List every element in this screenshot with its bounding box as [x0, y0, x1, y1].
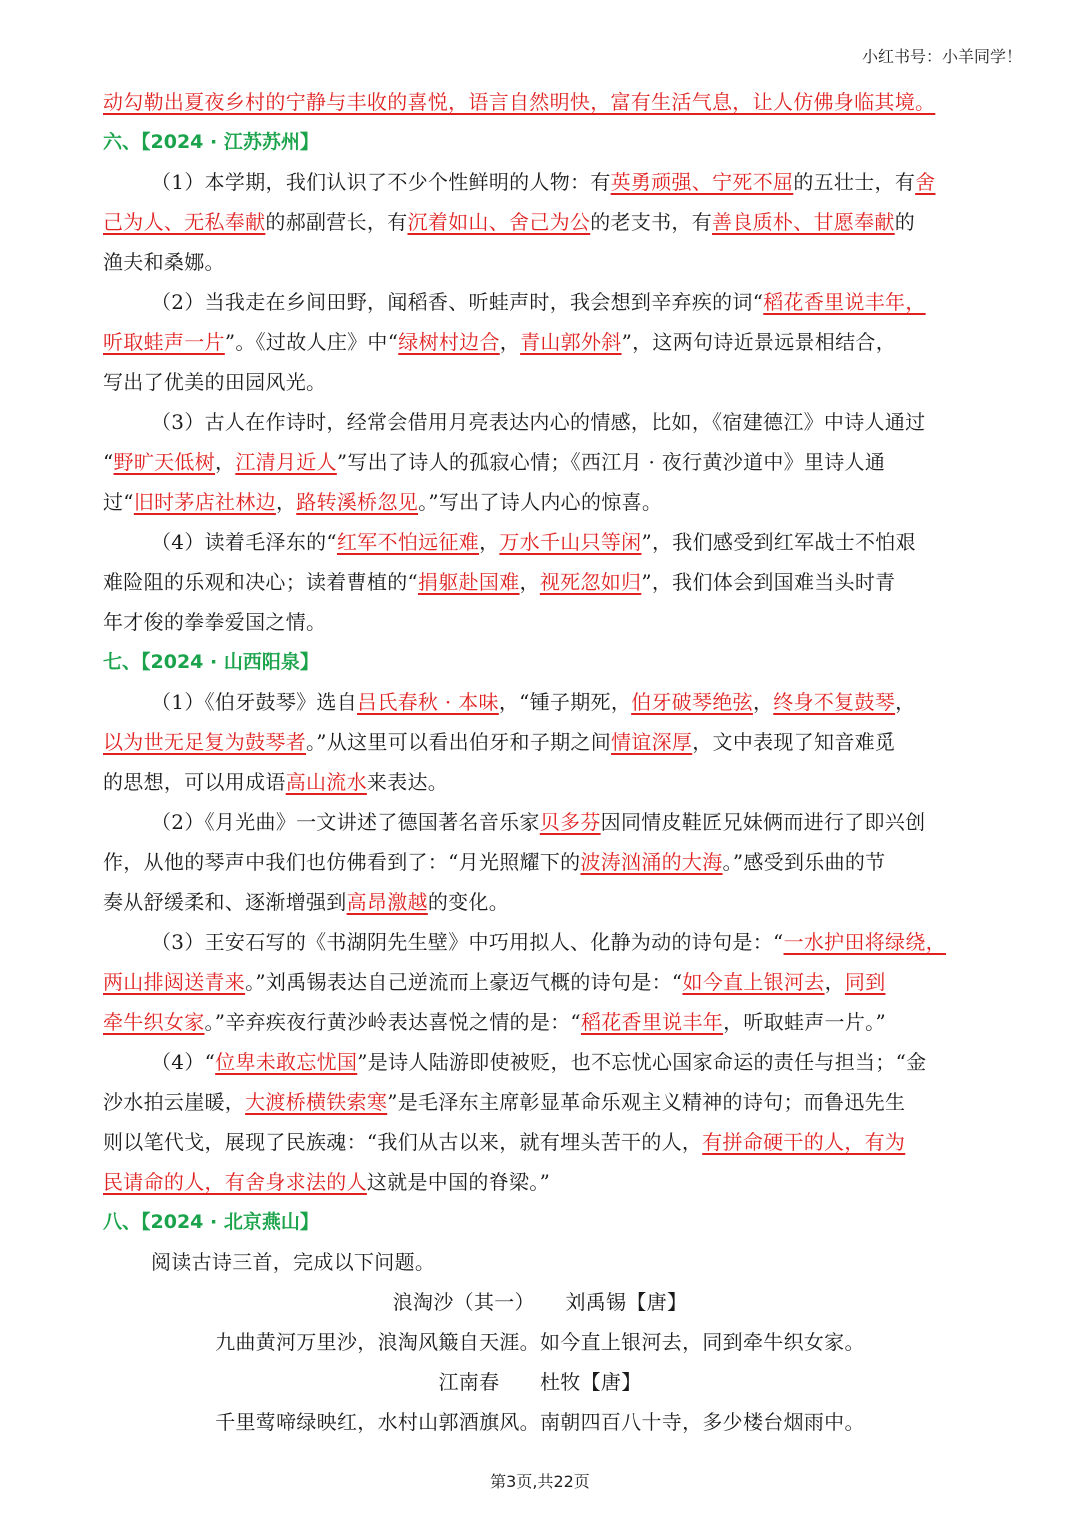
s6-q2-line2: 听取蛙声一片”。《过故人庄》中“绿树村边合，青山郭外斜”，这两句诗近景远景相结合， [103, 330, 897, 354]
answer-text: 稻花香里说丰年， [763, 290, 926, 314]
answer-text: 动勾勒出夏夜乡村的宁静与丰收的喜悦，语言自然明快，富有生活气息，让人仿佛身临其境。 [103, 90, 936, 114]
answer-text: 以为世无足复为鼓琴者 [103, 730, 306, 754]
answer-text: 青山郭外斜 [520, 330, 622, 354]
answer-text: 同到 [844, 970, 886, 994]
answer-text: 波涛汹涌的大海 [580, 850, 723, 874]
s7-q2-line1: （2）《月光曲》一文讲述了德国著名音乐家贝多芬因同情皮鞋匠兄妹俩而进行了即兴创 [151, 810, 926, 834]
answer-text: 高山流水 [285, 770, 367, 794]
s6-q4-line2: 难险阻的乐观和决心；读着曹植的“捐躯赴国难，视死忽如归”，我们体会到国难当头时青 [103, 570, 896, 594]
s7-q4-line2: 沙水拍云崖暖，大渡桥横铁索寒”是毛泽东主席彰显革命乐观主义精神的诗句；而鲁迅先生 [103, 1090, 906, 1114]
intro-line [103, 82, 977, 122]
header-note: 小红书号：小羊同学！ [861, 47, 1022, 66]
s6-q2-line1: （2）当我走在乡间田野，闻稻香、听蛙声时，我会想到辛弃疾的词“稻花香里说丰年， [151, 290, 926, 314]
s7-q3-line1: （3）王安石写的《书湖阴先生壁》中巧用拟人、化静为动的诗句是：“一水护田将绿绕， [151, 930, 946, 954]
answer-text: 位卑未敢忘忧国 [215, 1050, 358, 1074]
s7-q2-line3: 奏从舒缓柔和、逐渐增强到高昂激越的变化。 [103, 890, 510, 914]
answer-text: 稻花香里说丰年 [580, 1010, 724, 1034]
s6-q3-line2: “野旷天低树，江清月近人”写出了诗人的孤寂心情；《西江月 · 夜行黄沙道中》里诗人通 [103, 450, 886, 474]
s6-q1-line1: （1）本学期，我们认识了不少个性鲜明的人物：有英勇顽强、宁死不屈的五壮士，有舍 [151, 170, 936, 194]
section-heading-8: 八、【2024 · 北京燕山】 [103, 1211, 319, 1233]
answer-text: 捐躯赴国难 [418, 570, 520, 594]
answer-text: 牵牛织女家 [103, 1010, 205, 1034]
answer-text: 绿树村边合 [398, 330, 500, 354]
answer-text: 吕氏春秋 · 本味 [357, 690, 499, 714]
answer-text: 沉着如山、舍己为公 [407, 210, 591, 234]
poem1-text: 九曲黄河万里沙，浪淘风簸自天涯。如今直上银河去，同到牵牛织女家。 [215, 1330, 865, 1354]
answer-text: 江清月近人 [235, 450, 337, 474]
s7-q3-line2: 两山排闼送青来。”刘禹锡表达自己逆流而上豪迈气概的诗句是：“如今直上银河去，同到 [103, 970, 886, 994]
answer-text: 路转溪桥忽见 [296, 490, 419, 514]
s7-q1-line3: 的思想，可以用成语高山流水来表达。 [103, 770, 449, 794]
answer-text: 善良质朴、甘愿奉献 [712, 210, 895, 234]
answer-text: 舍 [915, 170, 936, 194]
s7-q1-line2: 以为世无足复为鼓琴者。”从这里可以看出伯牙和子期之间情谊深厚，文中表现了知音难觅 [103, 730, 896, 754]
answer-text: 视死忽如归 [539, 570, 642, 594]
answer-text: 红军不怕远征难 [336, 530, 480, 554]
answer-text: 听取蛙声一片 [103, 330, 225, 354]
answer-text: 高昂激越 [346, 890, 428, 914]
answer-text: 有拼命硬干的人，有为 [702, 1130, 906, 1154]
s6-q4-line3: 年才俊的拳拳爱国之情。 [103, 610, 327, 634]
s7-q2-line2: 作，从他的琴声中我们也仿佛看到了：“月光照耀下的波涛汹涌的大海。”感受到乐曲的节 [103, 850, 886, 874]
answer-text: 野旷天低树 [113, 450, 216, 474]
answer-text: 两山排闼送青来 [103, 970, 246, 994]
s6-q1-line3: 渔夫和桑娜。 [103, 250, 225, 274]
answer-text: 旧时茅店社林边 [133, 490, 276, 514]
s6-q4-line1: （4）读着毛泽东的“红军不怕远征难，万水千山只等闲”，我们感受到红军战士不怕艰 [151, 530, 916, 554]
answer-text: 己为人、无私奉献 [103, 210, 266, 234]
s7-q1-line1: （1）《伯牙鼓琴》选自吕氏春秋 · 本味，“锺子期死，伯牙破琴绝弦，终身不复鼓琴， [151, 690, 916, 714]
s7-q4-line3: 则以笔代戈，展现了民族魂：“我们从古以来，就有埋头苦干的人，有拼命硬干的人，有为 [103, 1130, 906, 1154]
poem1-title: 浪淘沙（其一） 刘禹锡【唐】 [392, 1290, 688, 1314]
poem2-title: 江南春 杜牧【唐】 [438, 1370, 642, 1394]
section-heading-6: 六、【2024 · 江苏苏州】 [103, 131, 319, 153]
answer-text: 如今直上银河去 [682, 970, 825, 994]
answer-text: 大渡桥横铁索寒 [245, 1090, 388, 1114]
s7-q4-line1: （4）“位卑未敢忘忧国”是诗人陆游即使被贬，也不忘忧心国家命运的责任与担当；“金 [151, 1050, 927, 1074]
s6-q3-line1: （3）古人在作诗时，经常会借用月亮表达内心的情感，比如，《宿建德江》中诗人通过 [151, 410, 926, 434]
answer-text: 万水千山只等闲 [499, 530, 642, 554]
s6-q2-line3: 写出了优美的田园风光。 [103, 370, 327, 394]
section-heading-7: 七、【2024 · 山西阳泉】 [103, 651, 319, 673]
s8-prompt: 阅读古诗三首，完成以下问题。 [151, 1250, 436, 1274]
s6-q3-line3: 过“旧时茅店社林边，路转溪桥忽见。”写出了诗人内心的惊喜。 [103, 490, 663, 514]
answer-text: 民请命的人，有舍身求法的人 [103, 1170, 367, 1194]
answer-text: 英勇顽强、宁死不屈 [610, 170, 794, 194]
answer-text: 情谊深厚 [611, 730, 693, 754]
page-number: 第3页,共22页 [490, 1472, 590, 1491]
answer-text: 伯牙破琴绝弦 [631, 690, 753, 714]
answer-text: 贝多芬 [539, 810, 601, 834]
answer-text: 终身不复鼓琴 [773, 690, 896, 714]
s7-q4-line4: 民请命的人，有舍身求法的人这就是中国的脊梁。” [103, 1170, 551, 1194]
s6-q1-line2: 己为人、无私奉献的郝副营长，有沉着如山、舍己为公的老支书，有善良质朴、甘愿奉献的 [103, 210, 916, 234]
content-body [103, 82, 977, 1442]
answer-text: 一水护田将绿绕， [783, 930, 946, 954]
poem2-text: 千里莺啼绿映红，水村山郭酒旗风。南朝四百八十寺，多少楼台烟雨中。 [215, 1410, 865, 1434]
s7-q3-line3: 牵牛织女家。”辛弃疾夜行黄沙岭表达喜悦之情的是：“稻花香里说丰年，听取蛙声一片。” [103, 1010, 886, 1034]
